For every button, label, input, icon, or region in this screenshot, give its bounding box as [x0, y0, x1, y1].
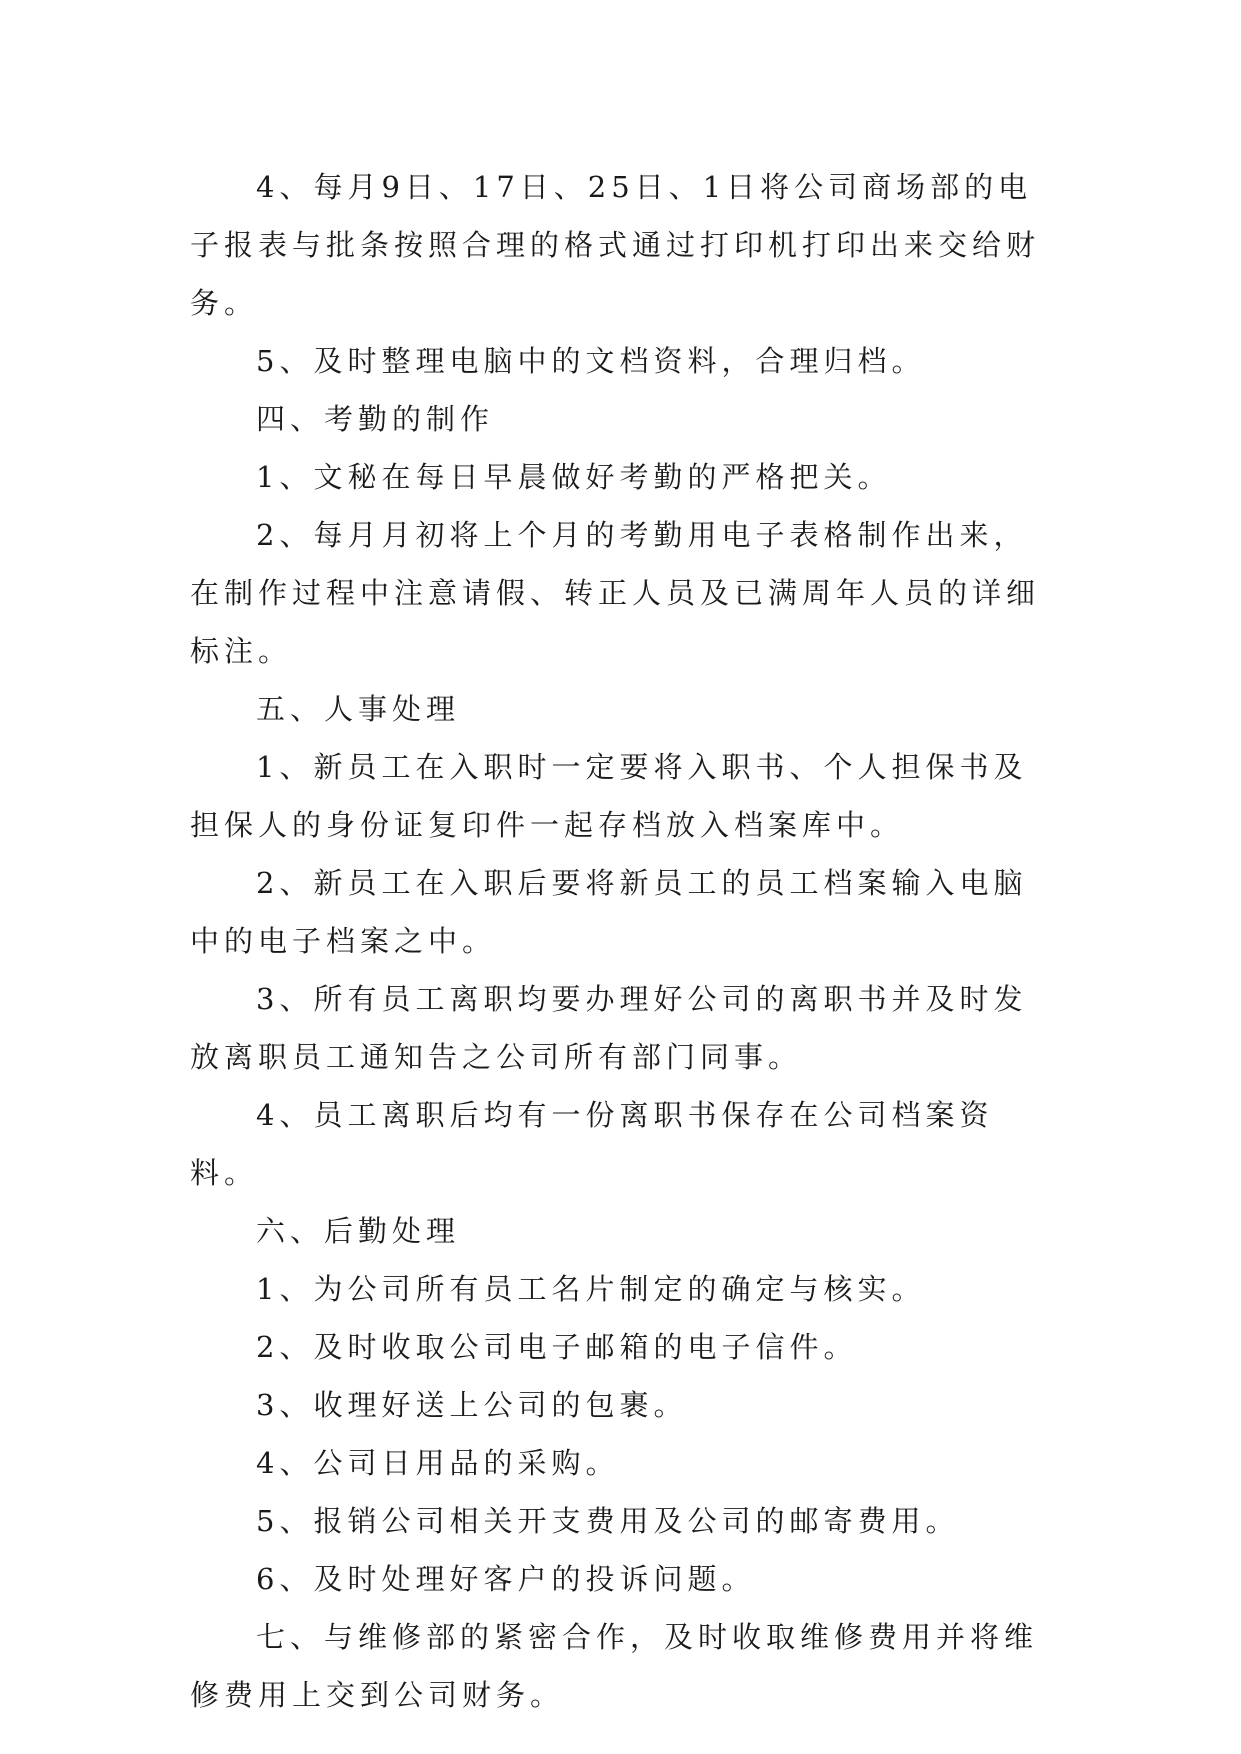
paragraph-email: 2、及时收取公司电子邮箱的电子信件。 — [256, 1330, 858, 1364]
paragraph-resignation-process: 3、所有员工离职均要办理好公司的离职书并及时发放离职员工通知告之公司所有部门同事。 — [190, 982, 1028, 1074]
paragraph-complaints: 6、及时处理好客户的投诉问题。 — [256, 1562, 756, 1596]
section-heading-personnel: 五、人事处理 — [256, 692, 461, 726]
section-heading-repair-cooperation: 七、与维修部的紧密合作，及时收取维修费用并将维修费用上交到公司财务。 — [190, 1620, 1039, 1712]
paragraph-resignation-archive: 4、员工离职后均有一份离职书保存在公司档案资料。 — [190, 1098, 994, 1190]
paragraph-attendance-sheet: 2、每月月初将上个月的考勤用电子表格制作出来，在制作过程中注意请假、转正人员及已满周年人员的详细标注。 — [190, 518, 1041, 668]
document-body — [190, 158, 1060, 1724]
paragraph-attendance-check: 1、文秘在每日早晨做好考勤的严格把关。 — [256, 460, 892, 494]
paragraph-supplies: 4、公司日用品的采购。 — [256, 1446, 620, 1480]
paragraph-business-cards: 1、为公司所有员工名片制定的确定与核实。 — [256, 1272, 926, 1306]
paragraph-reimbursement: 5、报销公司相关开支费用及公司的邮寄费用。 — [256, 1504, 960, 1538]
paragraph-employee-records: 2、新员工在入职后要将新员工的员工档案输入电脑中的电子档案之中。 — [190, 866, 1028, 958]
paragraph-onboarding-docs: 1、新员工在入职时一定要将入职书、个人担保书及担保人的身份证复印件一起存档放入档案库中。 — [190, 750, 1028, 842]
section-heading-logistics: 六、后勤处理 — [256, 1214, 461, 1248]
paragraph-file-archiving: 5、及时整理电脑中的文档资料，合理归档。 — [256, 344, 926, 378]
section-heading-attendance: 四、考勤的制作 — [256, 402, 495, 436]
paragraph-daily-reports: 4、每月9日、17日、25日、1日将公司商场部的电子报表与批条按照合理的格式通过打印机打印出来交给财务。 — [190, 170, 1041, 320]
paragraph-parcels: 3、收理好送上公司的包裹。 — [256, 1388, 688, 1422]
